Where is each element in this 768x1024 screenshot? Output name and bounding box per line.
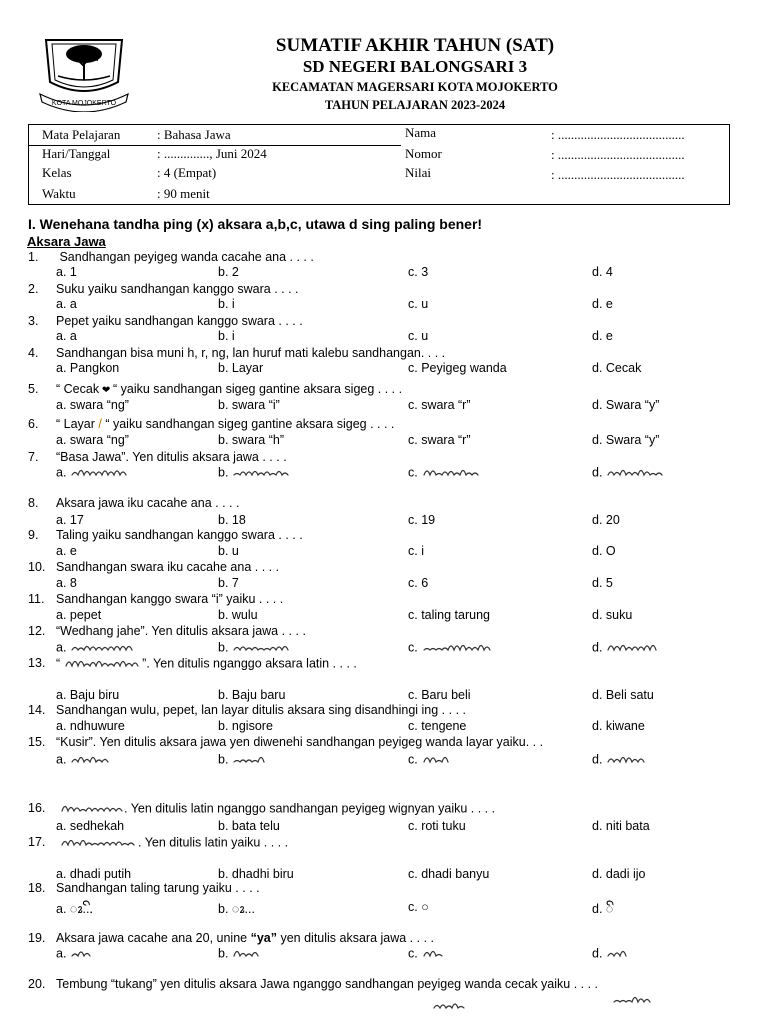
subject-value: : Bahasa Jawa (157, 127, 231, 142)
question-4 (28, 346, 445, 360)
option-16-c[interactable] (408, 819, 466, 833)
javanese-script-glyph (606, 465, 668, 481)
option-10-c[interactable] (408, 576, 428, 590)
option-label: c. swara “r” (408, 433, 471, 447)
option-9-a[interactable] (56, 544, 77, 558)
javanese-script-glyph (60, 835, 138, 851)
option-label: a. Baju biru (56, 688, 120, 702)
option-label: c. roti tuku (408, 819, 466, 833)
option-13-d[interactable] (592, 688, 654, 702)
javanese-script-glyph (60, 801, 124, 817)
option-label: d. Cecak (592, 361, 642, 375)
option-15-d[interactable] (592, 752, 646, 768)
option-label: b. (218, 752, 229, 767)
option-label: b. i (218, 297, 235, 311)
option-label: a. 17 (56, 513, 84, 527)
option-label: b. (218, 465, 229, 480)
option-5-d[interactable] (592, 398, 659, 412)
question-text: “ Layar (56, 417, 95, 431)
number-label: Nomor (405, 146, 442, 161)
option-17-b[interactable] (218, 867, 294, 881)
option-18-d[interactable] (592, 900, 613, 925)
question-6 (28, 417, 394, 431)
academic-year: TAHUN PELAJARAN 2023-2024 (324, 98, 506, 112)
option-12-d[interactable] (592, 640, 662, 656)
option-5-c[interactable] (408, 398, 471, 412)
javanese-script-glyph (432, 998, 468, 1014)
option-label: a. (56, 465, 67, 480)
score-label: Nilai (405, 165, 431, 180)
question-8 (28, 496, 239, 510)
option-10-d[interactable] (592, 576, 613, 590)
option-6-a[interactable] (56, 433, 129, 447)
taling-tarung-glyph: ꦴ... (228, 902, 255, 916)
question-17 (28, 835, 288, 851)
option-7-c[interactable] (408, 465, 480, 481)
option-17-a[interactable] (56, 867, 131, 881)
option-8-c[interactable] (408, 513, 435, 527)
option-label: c. (408, 752, 418, 767)
option-label: c. 3 (408, 265, 429, 279)
option-label: b. Baju baru (218, 688, 286, 702)
option-19-c[interactable] (408, 946, 448, 962)
question-number: 12. (28, 624, 46, 638)
option-label: c. (408, 900, 418, 914)
javanese-script-glyph (606, 752, 646, 768)
question-number: 11. (28, 592, 45, 606)
question-number: 2. (28, 282, 39, 296)
layar-icon: / (94, 417, 106, 431)
option-5-a[interactable] (56, 398, 129, 412)
javanese-script-glyph (606, 640, 662, 656)
question-9 (28, 528, 303, 542)
question-text: . Yen ditulis latin nganggo sandhangan peyigeg wignyan yaiku . . . . (124, 801, 496, 816)
question-text: ”. Yen ditulis nganggo aksara latin . . . . (142, 656, 357, 671)
option-19-a[interactable] (56, 946, 92, 962)
question-number: 5. (28, 382, 39, 396)
class-label: Kelas (42, 165, 72, 180)
district-name: KECAMATAN MAGERSARI KOTA MOJOKERTO (272, 80, 558, 94)
question-text: Aksara jawa cacahe ana 20, unine (56, 931, 251, 945)
option-label: b. wulu (218, 608, 258, 622)
option-label: c. (408, 465, 418, 480)
option-1-b[interactable] (218, 265, 239, 279)
option-label: a. a (56, 329, 77, 343)
option-label: a. dhadi putih (56, 867, 132, 881)
option-label: c. u (408, 297, 429, 311)
javanese-script-glyph (232, 752, 268, 768)
option-label: a. 1 (56, 265, 77, 279)
option-2-b[interactable] (218, 297, 235, 311)
option-1-c[interactable] (408, 265, 428, 279)
option-7-b[interactable] (218, 465, 292, 481)
option-label: c. (408, 946, 418, 961)
option-label: b. 7 (218, 576, 239, 590)
option-label: c. tengene (408, 719, 467, 733)
option-label: d. Beli satu (592, 688, 654, 702)
option-5-b[interactable] (218, 398, 280, 412)
option-label: a. Pangkon (56, 361, 120, 375)
question-11 (28, 592, 283, 606)
option-11-a[interactable] (56, 608, 101, 622)
option-11-d[interactable] (592, 608, 632, 622)
option-label: a. (56, 902, 67, 916)
option-label: d. O (592, 544, 616, 558)
option-4-a[interactable] (56, 361, 119, 375)
javanese-script-glyph (70, 640, 136, 656)
option-6-c[interactable] (408, 433, 471, 447)
option-label: c. u (408, 329, 429, 343)
option-14-b[interactable] (218, 719, 273, 733)
option-label: c. Peyigeg wanda (408, 361, 507, 375)
option-19-b[interactable] (218, 946, 260, 962)
option-label: c. swara “r” (408, 398, 471, 412)
option-label: a. swara “ng” (56, 398, 129, 412)
question-14 (28, 703, 466, 717)
option-label: d. e (592, 329, 613, 343)
option-4-c[interactable] (408, 361, 507, 375)
option-label: b. ngisore (218, 719, 273, 733)
option-12-b[interactable] (218, 640, 294, 656)
exam-title: SUMATIF AKHIR TAHUN (SAT) (275, 35, 555, 56)
question-number: 3. (28, 314, 39, 328)
option-15-a[interactable] (56, 752, 110, 768)
number-field[interactable]: : ....................................... (551, 147, 685, 162)
time-label: Waktu (42, 186, 76, 201)
option-label: c. taling tarung (408, 608, 490, 622)
option-label: a. sedhekah (56, 819, 125, 833)
question-text: Sandhangan kanggo swara “i” yaiku . . . . (56, 592, 284, 606)
question-text: Pepet yaiku sandhangan kanggo swara . . . . (56, 314, 303, 328)
option-3-b[interactable] (218, 329, 235, 343)
option-label: d. dadi ijo (592, 867, 646, 881)
date-label: Hari/Tanggal (42, 146, 111, 161)
time-value: : 90 menit (157, 186, 210, 201)
option-label: c. dhadi banyu (408, 867, 490, 881)
question-text: “ (56, 656, 61, 671)
javanese-script-glyph (232, 946, 260, 962)
option-11-c[interactable] (408, 608, 490, 622)
option-16-d[interactable] (592, 819, 650, 833)
option-6-d[interactable] (592, 433, 659, 447)
question-2 (28, 282, 299, 296)
option-10-b[interactable] (218, 576, 239, 590)
option-2-d[interactable] (592, 297, 613, 311)
option-label: b. swara “i” (218, 398, 280, 412)
option-label: b. (218, 946, 229, 961)
option-3-d[interactable] (592, 329, 613, 343)
option-label: b. 2 (218, 265, 239, 279)
javanese-script-glyph (70, 465, 130, 481)
option-11-b[interactable] (218, 608, 258, 622)
subsection-title: Aksara Jawa (27, 234, 106, 249)
option-8-d[interactable] (592, 513, 620, 527)
javanese-script-glyph (422, 640, 492, 656)
option-label: c. Baru beli (408, 688, 471, 702)
option-1-a[interactable] (56, 265, 77, 279)
question-number: 4. (28, 346, 39, 360)
question-1 (28, 250, 314, 264)
option-9-c[interactable] (408, 544, 424, 558)
question-text: Taling yaiku sandhangan kanggo swara . . . . (56, 528, 303, 542)
school-name: SD NEGERI BALONGSARI 3 (302, 57, 528, 76)
question-number: 10. (28, 560, 46, 574)
score-field[interactable]: : ....................................... (551, 167, 685, 182)
option-label: b. i (218, 329, 235, 343)
question-text: yen ditulis aksara jawa . . . . (276, 931, 434, 945)
question-number: 18. (28, 881, 46, 895)
option-9-d[interactable] (592, 544, 616, 558)
javanese-script-glyph (422, 946, 448, 962)
question-7 (28, 450, 287, 464)
option-15-c[interactable] (408, 752, 454, 768)
question-text-bold: “ya” (250, 931, 277, 945)
name-label: Nama (405, 125, 437, 140)
option-9-b[interactable] (218, 544, 239, 558)
option-3-a[interactable] (56, 329, 77, 343)
option-label: d. (592, 465, 603, 480)
option-label: a. swara “ng” (56, 433, 129, 447)
question-10 (28, 560, 279, 574)
option-label: a. 8 (56, 576, 77, 590)
option-label: c. i (408, 544, 424, 558)
option-label: c. 6 (408, 576, 429, 590)
question-number: 15. (28, 735, 46, 749)
question-text: “Kusir”. Yen ditulis aksara jawa yen diwenehi sandhangan peyigeg wanda layar yaiku. . . (56, 735, 544, 749)
option-label: c. (408, 640, 418, 655)
option-label: d. Swara “y” (592, 398, 660, 412)
question-15 (28, 735, 543, 749)
question-text: Aksara jawa iku cacahe ana . . . . (56, 496, 240, 510)
question-19 (28, 931, 434, 945)
option-16-b[interactable] (218, 819, 280, 833)
taling-tarung-glyph: ꦴ...ꦼ (66, 902, 93, 916)
question-number: 13. (28, 656, 46, 671)
question-text: Sandhangan peyigeg wanda cacahe ana . . . . (56, 250, 314, 264)
option-18-b[interactable] (218, 900, 255, 925)
question-number: 8. (28, 496, 39, 510)
circle-glyph: ○ (417, 900, 429, 914)
option-label: b. bata telu (218, 819, 280, 833)
student-info-box (28, 124, 730, 205)
option-7-a[interactable] (56, 465, 130, 481)
javanese-script-glyph (232, 640, 294, 656)
option-label: d. suku (592, 608, 633, 622)
option-10-a[interactable] (56, 576, 77, 590)
option-1-d[interactable] (592, 265, 613, 279)
option-12-a[interactable] (56, 640, 136, 656)
option-label: d. (592, 752, 603, 767)
question-13 (28, 656, 357, 672)
option-label: a. ndhuwure (56, 719, 125, 733)
option-17-d[interactable] (592, 867, 646, 881)
question-number: 14. (28, 703, 46, 717)
option-19-d[interactable] (592, 946, 630, 962)
question-text: Sandhangan taling tarung yaiku . . . . (56, 881, 260, 895)
javanese-script-glyph (422, 465, 480, 481)
date-value[interactable]: : .............., Juni 2024 (157, 146, 267, 161)
option-label: d. (592, 946, 603, 961)
javanese-script-glyph (606, 946, 630, 962)
option-4-b[interactable] (218, 361, 263, 375)
subject-label: Mata Pelajaran (42, 127, 121, 142)
option-13-a[interactable] (56, 688, 119, 702)
option-label: b. dhadhi biru (218, 867, 294, 881)
option-6-b[interactable] (218, 433, 284, 447)
option-label: d. 4 (592, 265, 613, 279)
question-text: “ Cecak (56, 382, 100, 396)
option-label: a. (56, 752, 67, 767)
option-label: d. 20 (592, 513, 620, 527)
question-number: 16. (28, 801, 46, 816)
option-label: b. swara “h” (218, 433, 284, 447)
option-15-b[interactable] (218, 752, 268, 768)
option-label: d. niti bata (592, 819, 650, 833)
option-label: a. (56, 640, 67, 655)
question-text: “ yaiku sandhangan sigeg gantine aksara sigeg . . . . (113, 382, 403, 396)
option-17-c[interactable] (408, 867, 489, 881)
question-text: Sandhangan swara iku cacahe ana . . . . (56, 560, 280, 574)
question-3 (28, 314, 303, 328)
question-text: Sandhangan bisa muni h, r, ng, lan huruf mati kalebu sandhangan. . . . (56, 346, 446, 360)
option-7-d[interactable] (592, 465, 668, 481)
option-14-d[interactable] (592, 719, 645, 733)
option-label: d. (592, 902, 603, 916)
option-label: a. e (56, 544, 77, 558)
question-text: “Basa Jawa”. Yen ditulis aksara jawa . . . . (56, 450, 287, 464)
option-2-c[interactable] (408, 297, 428, 311)
svg-text:KOTA MOJOKERTO: KOTA MOJOKERTO (51, 100, 117, 107)
question-number: 1. (28, 250, 39, 264)
option-label: b. (218, 902, 229, 916)
option-2-a[interactable] (56, 297, 77, 311)
question-text: Tembung “tukang” yen ditulis aksara Jawa nganggo sandhangan peyigeg wanda cecak yaiku . . . . (56, 977, 599, 991)
question-16 (28, 801, 495, 817)
question-20 (28, 977, 598, 991)
option-label: b. (218, 640, 229, 655)
javanese-script-glyph (422, 752, 454, 768)
option-13-c[interactable] (408, 688, 471, 702)
option-label: d. 5 (592, 576, 613, 590)
question-5 (28, 382, 402, 396)
question-number: 6. (28, 417, 39, 431)
javanese-script-glyph (232, 465, 292, 481)
option-13-b[interactable] (218, 688, 285, 702)
section-title: I. Wenehana tandha ping (x) aksara a,b,c, utawa d sing paling bener! (28, 216, 483, 232)
option-label: a. pepet (56, 608, 102, 622)
option-12-c[interactable] (408, 640, 492, 656)
question-text: . Yen ditulis latin yaiku . . . . (138, 835, 289, 850)
question-number: 19. (28, 931, 46, 945)
question-text: Sandhangan wulu, pepet, lan layar ditulis aksara sing disandhingi ing . . . . (56, 703, 466, 717)
option-label: c. 19 (408, 513, 436, 527)
name-field[interactable]: : ....................................... (551, 127, 685, 142)
class-value: : 4 (Empat) (157, 165, 217, 180)
option-label: d. e (592, 297, 613, 311)
cecak-icon: ❤ (99, 385, 114, 396)
taling-tarung-glyph: ꦼ (602, 902, 614, 916)
option-8-a[interactable] (56, 513, 84, 527)
option-label: a. (56, 946, 67, 961)
option-label: d. kiwane (592, 719, 645, 733)
option-label: b. Layar (218, 361, 264, 375)
option-label: d. Swara “y” (592, 433, 660, 447)
option-14-c[interactable] (408, 719, 466, 733)
option-8-b[interactable] (218, 513, 246, 527)
question-18 (28, 881, 260, 895)
option-3-c[interactable] (408, 329, 428, 343)
option-14-a[interactable] (56, 719, 125, 733)
question-number: 9. (28, 528, 39, 542)
question-text: “Wedhang jahe”. Yen ditulis aksara jawa . . . . (56, 624, 306, 638)
option-18-c[interactable] (408, 900, 429, 914)
javanese-script-glyph (64, 656, 142, 672)
option-4-d[interactable] (592, 361, 641, 375)
option-18-a[interactable] (56, 900, 93, 925)
javanese-script-glyph (612, 992, 652, 1008)
question-text: Suku yaiku sandhangan kanggo swara . . . . (56, 282, 299, 296)
option-16-a[interactable] (56, 819, 124, 833)
option-label: d. (592, 640, 603, 655)
option-label: b. u (218, 544, 239, 558)
question-12 (28, 624, 306, 638)
question-number: 7. (28, 450, 39, 464)
question-number: 20. (28, 977, 46, 991)
option-label: a. a (56, 297, 77, 311)
option-label: b. 18 (218, 513, 246, 527)
question-number: 17. (28, 835, 46, 850)
question-text: “ yaiku sandhangan sigeg gantine aksara sigeg . . . . (105, 417, 395, 431)
school-logo (38, 36, 130, 112)
javanese-script-glyph (70, 946, 92, 962)
javanese-script-glyph (70, 752, 110, 768)
